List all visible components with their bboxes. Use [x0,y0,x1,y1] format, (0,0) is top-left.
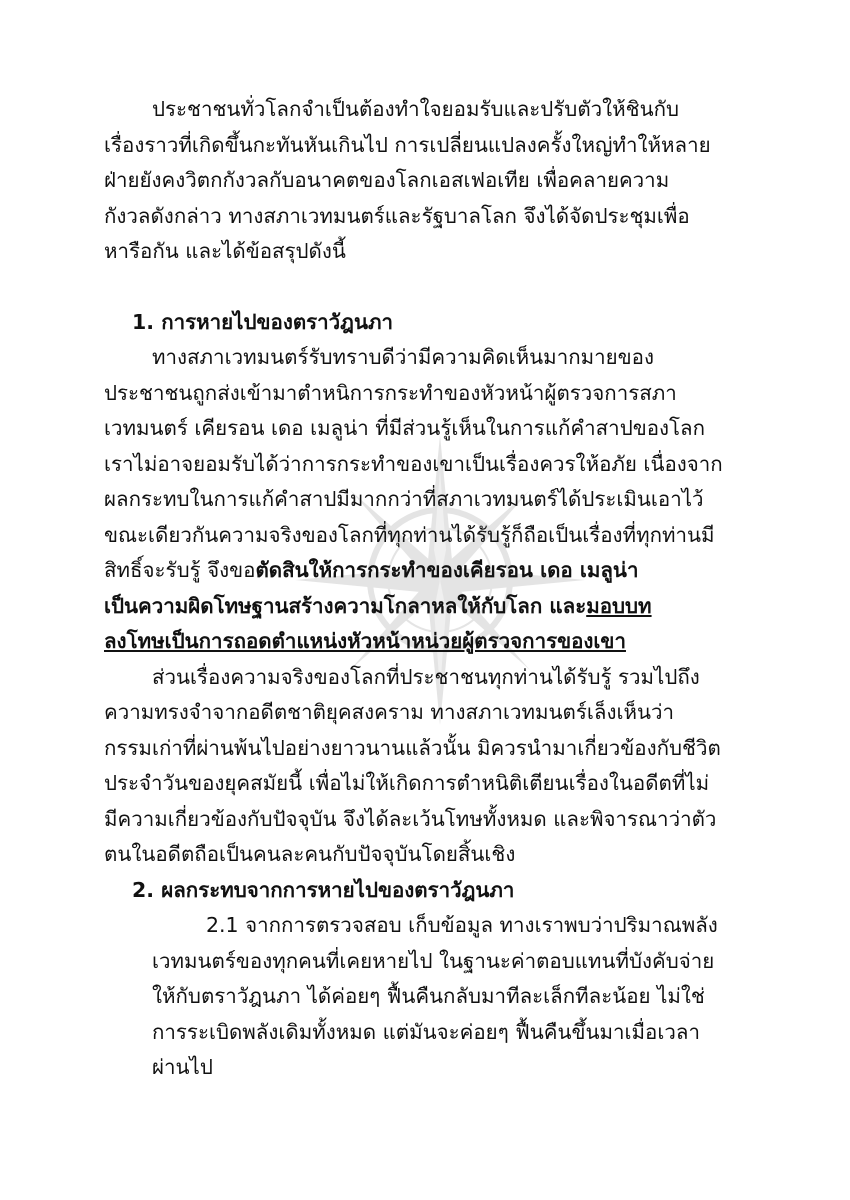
section-2-title: ผลกระทบจากการหายไปของตราวัฎนภา [161,877,515,902]
body-line: เวทมนตร์ เคียรอน เดอ เมลูน่า ที่มีส่วนรู้เห็นในการแก้คำสาปของโลก [104,416,706,440]
body-line: ความทรงจำจากอดีตชาติยุคสงคราม ทางสภาเวทมนตร์เล็งเห็นว่า [104,700,675,724]
section-2-number: 2. [132,877,155,902]
intro-line: หารือกัน และได้ข้อสรุปดังนี้ [104,239,346,263]
penalty-underlined-text: มอบบท [586,593,652,618]
section-1-heading [104,305,754,341]
sub-line: ผ่านไป [152,1055,213,1079]
sub-line: การระเบิดพลังเดิมทั้งหมด แต่มันจะค่อยๆ ฟื้นคืนขึ้นมาเมื่อเวลา [152,1019,700,1044]
intro-line: ประชาชนทั่วโลกจำเป็นต้องทำใจยอมรับและปรับตัวให้ชินกับ [152,97,680,121]
body-line: ขณะเดียวกันความจริงของโลกที่ทุกท่านได้รับรู้ก็ถือเป็นเรื่องที่ทุกท่านมี [104,522,715,547]
verdict-bold-text: เป็นความผิดโทษฐานสร้างความโกลาหลให้กับโลก และ [104,593,587,618]
body-line: กรรมเก่าที่ผ่านพ้นไปอย่างยาวนานแล้วนั้น มิควรนำมาเกี่ยวข้องกับชีวิต [104,735,721,760]
body-line: ตนในอดีตถือเป็นคนละคนกับปัจจุบันโดยสิ้นเชิง [104,842,516,866]
paragraph-gap [104,270,754,305]
section-1-number: 1. [132,309,155,334]
section-1-title: การหายไปของตราวัฎนภา [161,309,393,334]
intro-line: กังวลดังกล่าว ทางสภาเวทมนตร์และรัฐบาลโลก จึงได้จัดประชุมเพื่อ [104,203,690,228]
section-2-heading [104,873,754,909]
body-line: ประจำวันของยุคสมัยนี้ เพื่อไม่ให้เกิดการตำหนิติเตียนเรื่องในอดีตที่ไม่ [104,771,710,795]
verdict-bold-text: ตัดสินให้การกระทำของเคียรอน เดอ เมลูน่า [255,558,639,582]
penalty-line [104,624,754,660]
verdict-lead-text: สิทธิ์จะรับรู้ จึงขอ [104,558,256,582]
verdict-line [104,589,754,625]
sub-line: ให้กับตราวัฎนภา ได้ค่อยๆ ฟื้นคืนกลับมาทีละเล็กทีละน้อย ไม่ใช่ [152,984,705,1008]
body-line: ประชาชนถูกส่งเข้ามาตำหนิการกระทำของหัวหน้าผู้ตรวจการสภา [104,380,677,405]
verdict-line [104,553,754,589]
sub-line: 2.1 จากการตรวจสอบ เก็บข้อมูล ทางเราพบว่าปริมาณพลัง [206,913,718,937]
document-body [104,92,754,1086]
body-line: ส่วนเรื่องความจริงของโลกที่ประชาชนทุกท่านได้รับรู้ รวมไปถึง [152,664,700,689]
intro-line: เรื่องราวที่เกิดขึ้นกะทันหันเกินไป การเปลี่ยนแปลงครั้งใหญ่ทำให้หลาย [104,132,711,157]
penalty-underlined-text: ลงโทษเป็นการถอดตำแหน่งหัวหน้าหน่วยผู้ตรวจการของเขา [104,629,626,653]
section-1-paragraph-1 [104,340,754,660]
body-line: ทางสภาเวทมนตร์รับทราบดีว่ามีความคิดเห็นมากมายของ [152,345,654,369]
intro-line: ฝ่ายยังคงวิตกกังวลกับอนาคตของโลกเอสเฟอเทีย เพื่อคลายความ [104,168,670,192]
sub-line: เวทมนตร์ของทุกคนที่เคยหายไป ในฐานะค่าตอบแทนที่บังคับจ่าย [152,948,715,973]
body-line: มีความเกี่ยวข้องกับปัจจุบัน จึงได้ละเว้นโทษทั้งหมด และพิจารณาว่าตัว [104,806,717,831]
section-2-1-paragraph [104,908,754,1086]
body-line: ผลกระทบในการแก้คำสาปมีมากกว่าที่สภาเวทมนตร์ได้ประเมินเอาไว้ [104,487,704,511]
intro-paragraph [104,92,754,270]
section-1-paragraph-2 [104,660,754,873]
body-line: เราไม่อาจยอมรับได้ว่าการกระทำของเขาเป็นเรื่องควรให้อภัย เนื่องจาก [104,451,723,476]
